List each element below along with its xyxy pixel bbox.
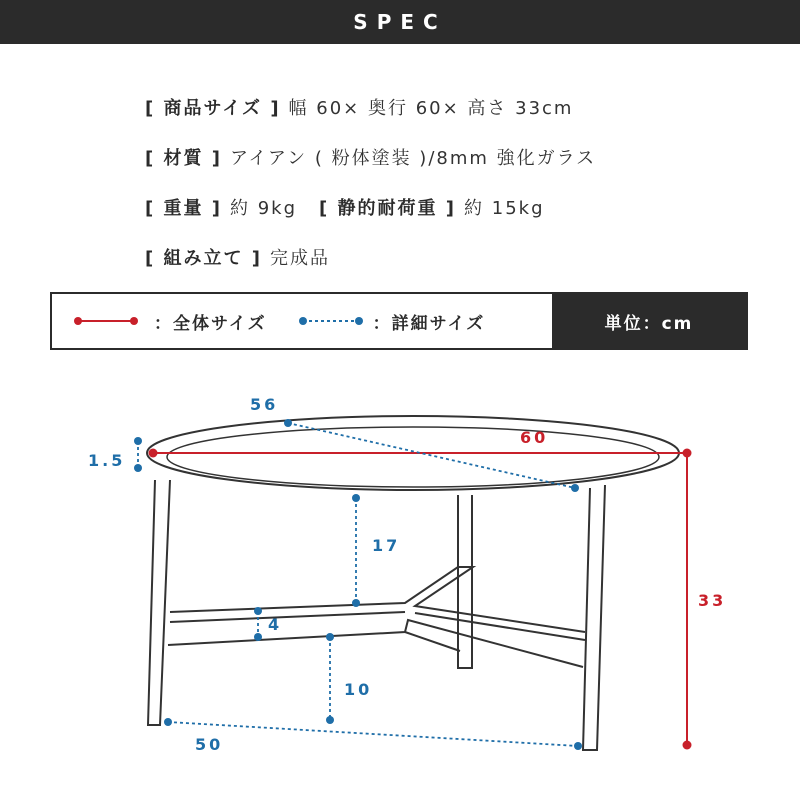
dimension-legend: [50, 292, 748, 350]
spec-weight-key: [ 重量 ]: [145, 198, 222, 219]
spec-row-weight: [145, 182, 596, 232]
spec-header: [0, 0, 800, 44]
upper-gap-label: 17: [372, 536, 401, 555]
top-thickness-label: 1.5: [88, 451, 126, 470]
spec-size-key: [ 商品サイズ ]: [145, 98, 281, 119]
overall-height-line: [683, 453, 692, 750]
overall-width-line: [149, 449, 692, 458]
legend-unit: [552, 294, 746, 348]
spec-load-key: [ 静的耐荷重 ]: [319, 198, 457, 219]
detail-line-icon: [297, 311, 367, 331]
lower-gap-label: 10: [344, 680, 373, 699]
spec-row-material: [145, 132, 596, 182]
spec-row-size: [145, 82, 596, 132]
table-frame: [168, 567, 585, 667]
legend-overall: [72, 294, 267, 348]
spec-weight-value: 約 9kg: [230, 198, 298, 219]
spec-material-value: アイアン ( 粉体塗装 )/8mm 強化ガラス: [230, 148, 597, 169]
frame-height-line: [254, 607, 262, 641]
upper-gap-line: [352, 494, 360, 607]
legend-unit-label: 単位：cm: [604, 313, 694, 334]
lower-gap-line: [326, 633, 334, 724]
frame-height-label: 4: [268, 615, 283, 634]
spec-size-value: 幅 60× 奥行 60× 高さ 33cm: [288, 98, 574, 119]
height-total-label: 33: [698, 591, 727, 610]
leg-span-line: [164, 718, 582, 750]
top-diagonal-label: 56: [250, 395, 279, 414]
spec-list: [145, 82, 596, 282]
table-legs: [148, 480, 605, 750]
legend-detail: [297, 294, 486, 348]
spec-load-value: 約 15kg: [464, 198, 545, 219]
thickness-line: [134, 437, 142, 472]
top-width-label: 60: [520, 428, 549, 447]
legend-overall-label: ：全体サイズ: [154, 313, 267, 334]
spec-material-key: [ 材質 ]: [145, 148, 222, 169]
spec-row-assembly: [145, 232, 596, 282]
leg-span-label: 50: [195, 735, 224, 754]
table-dimension-diagram: [0, 360, 800, 800]
spec-assembly-key: [ 組み立て ]: [145, 248, 262, 269]
spec-assembly-value: 完成品: [270, 248, 330, 269]
overall-line-icon: [72, 311, 142, 331]
spec-title: SPEC: [353, 10, 447, 34]
legend-detail-label: ：詳細サイズ: [372, 313, 486, 334]
